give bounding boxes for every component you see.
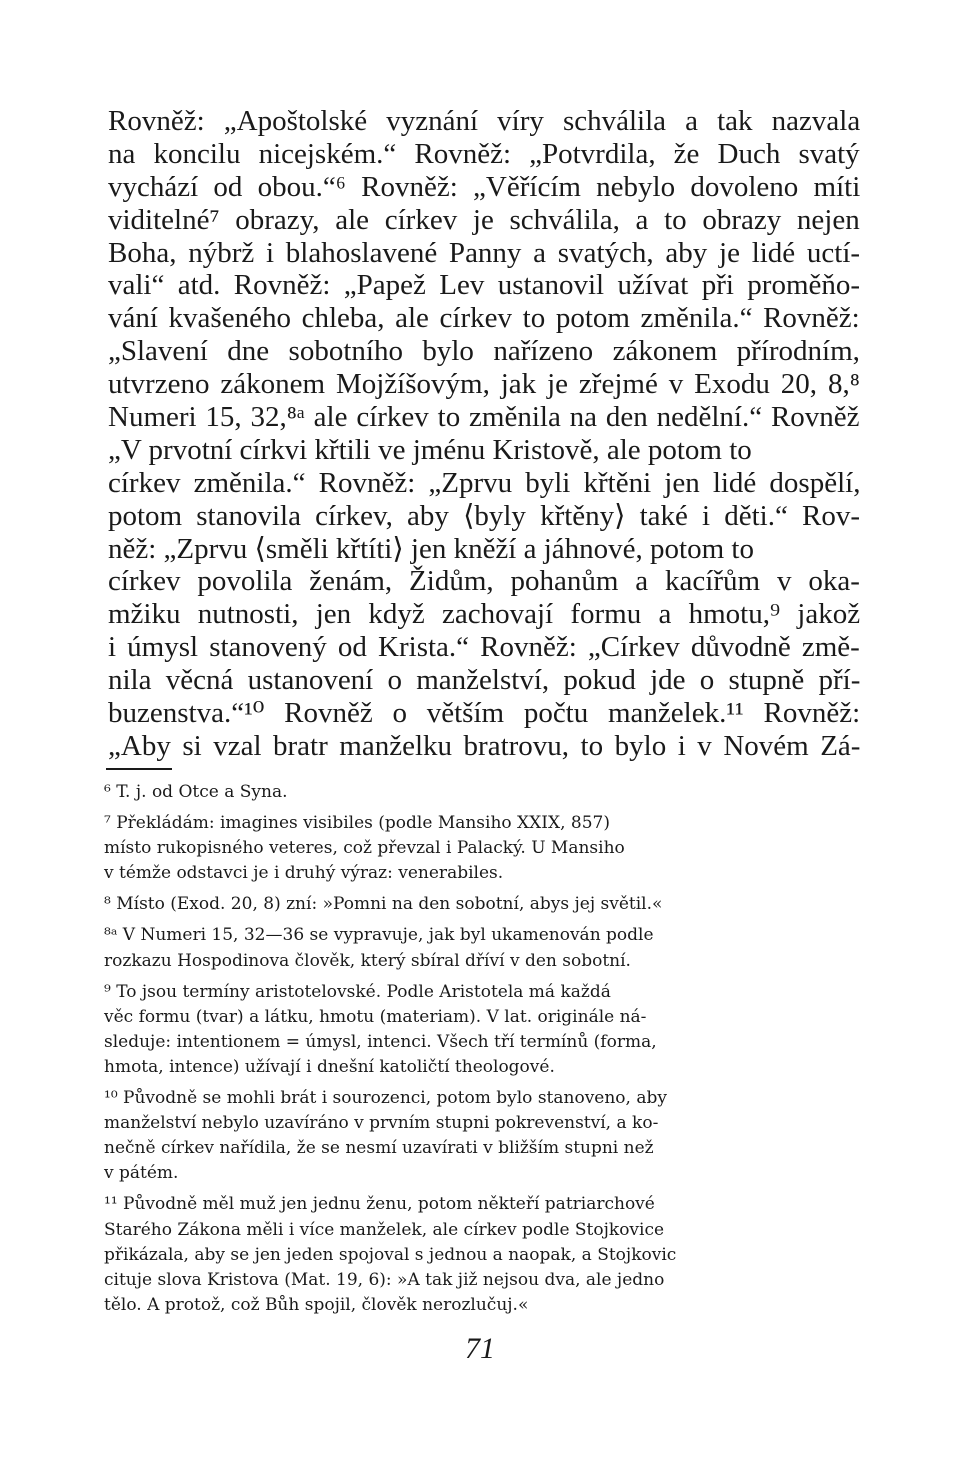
footnote-line: ⁷ Překládám: imagines visibiles (podle Mansiho XXIX, 857) [104,813,610,834]
text-line: viditelné⁷ obrazy, ale církev je schválila, a to obrazy nejen [108,203,860,236]
text-line: církev povolila ženám, Židům, pohanům a kacířům v oka- [108,565,860,598]
text-line: i úmysl stanovený od Krista.“ Rovněž: „Církev důvodně změ- [108,631,860,664]
footnote [104,892,868,917]
text-line: „V prvotní církvi křtili ve jménu Kristově, ale potom to [108,433,752,466]
text-line: církev změnila.“ Rovněž: „Zprvu byli křtěni jen lidé dospělí, [108,466,861,499]
footnote [104,811,868,886]
footnote [104,1192,868,1317]
footnote-line: v pátém. [104,1163,179,1184]
footnote-line: manželství nebylo uzavíráno v prvním stupni pokrevenství, a ko- [104,1113,659,1134]
text-line: vání kvašeného chleba, ale církev to potom změnila.“ Rovněž: [108,302,860,335]
footnote-line: sleduje: intentionem = úmysl, intenci. Všech tří termínů (forma, [104,1031,657,1052]
text-line: potom stanovila církev, aby ⟨byly křtěny⟩ také i děti.“ Rov- [108,499,860,532]
footnote-line: ¹⁰ Původně se mohli brát i sourozenci, potom bylo stanoveno, aby [104,1088,667,1109]
footnote-line: tělo. A protož, což Bůh spojil, člověk nerozlučuj.« [104,1294,529,1315]
footnote-line: ⁸ Místo (Exod. 20, 8) zní: »Pomni na den sobotní, abys jej světil.« [104,894,663,915]
text-line: mžiku nutnosti, jen když zachovají formu a hmotu,⁹ jakož [108,598,861,631]
footnote-line: ¹¹ Původně měl muž jen jednu ženu, potom někteří patriarchové [104,1194,655,1215]
footnote [104,1086,868,1186]
page-number: 71 [465,1332,495,1365]
text-line: něž: „Zprvu ⟨směli křtíti⟩ jen kněží a jáhnové, potom to [108,532,754,565]
main-text [108,105,868,763]
text-line: buzenstva.“¹⁰ Rovněž o větším počtu manželek.¹¹ Rovněž: [108,697,861,730]
text-line: „Slavení dne sobotního bylo nařízeno zákonem přírodním, [108,335,860,368]
text-line: utvrzeno zákonem Mojžíšovým, jak je zřejmé v Exodu 20, 8,⁸ [108,368,860,401]
footnote-line: ⁹ To jsou termíny aristotelovské. Podle Aristotela má každá [104,981,611,1002]
footnote-line: věc formu (tvar) a látku, hmotu (materiam). V lat. originále ná- [104,1006,647,1027]
footnote [104,980,868,1080]
footnote [104,923,868,973]
footnote-divider [106,768,172,770]
footnote-line: hmota, intence) užívají i dnešní katoličtí theologové. [104,1056,555,1077]
footnote-line: cituje slova Kristova (Mat. 19, 6): »A tak již nejsou dva, ale jedno [104,1269,665,1290]
footnote-line: místo rukopisného veteres, což převzal i Palacký. U Mansiho [104,838,625,859]
text-line: nila věcná ustanovení o manželství, pokud jde o stupně pří- [108,664,861,697]
footnote-line: Starého Zákona měli i více manželek, ale církev podle Stojkovice [104,1219,665,1240]
text-line: na koncilu nicejském.“ Rovněž: „Potvrdila, že Duch svatý [108,137,860,170]
footnote [104,780,868,805]
footnote-line: nečně církev nařídila, že se nesmí uzavírati v bližším stupni než [104,1138,654,1159]
footnote-line: v témže odstavci je i druhý výraz: venerabiles. [104,863,504,884]
text-line: Boha, nýbrž i blahoslavené Panny a svatých, aby je lidé uctí- [108,236,861,269]
footnote-line: rozkazu Hospodinova člověk, který sbíral dříví v den sobotní. [104,950,631,971]
text-line: Rovněž: „Apoštolské vyznání víry schválila a tak nazvala [108,105,861,137]
text-line: „Aby si vzal bratr manželku bratrovu, to bylo i v Novém Zá- [108,729,861,762]
text-line: vali“ atd. Rovněž: „Papež Lev ustanovil užívat při proměňo- [108,269,861,302]
text-line: vychází od obou.“⁶ Rovněž: „Věřícím nebylo dovoleno míti [108,170,861,203]
footnote-line: přikázala, aby se jen jeden spojoval s jednou a naopak, a Stojkovic [104,1244,677,1265]
footnote-line: ⁸ᵃ V Numeri 15, 32—36 se vypravuje, jak byl ukamenován podle [104,925,654,946]
footnotes [104,780,868,1318]
text-line: Numeri 15, 32,⁸ᵃ ale církev to změnila na den nedělní.“ Rovněž [108,401,860,434]
footnote-line: ⁶ T. j. od Otce a Syna. [104,782,288,802]
